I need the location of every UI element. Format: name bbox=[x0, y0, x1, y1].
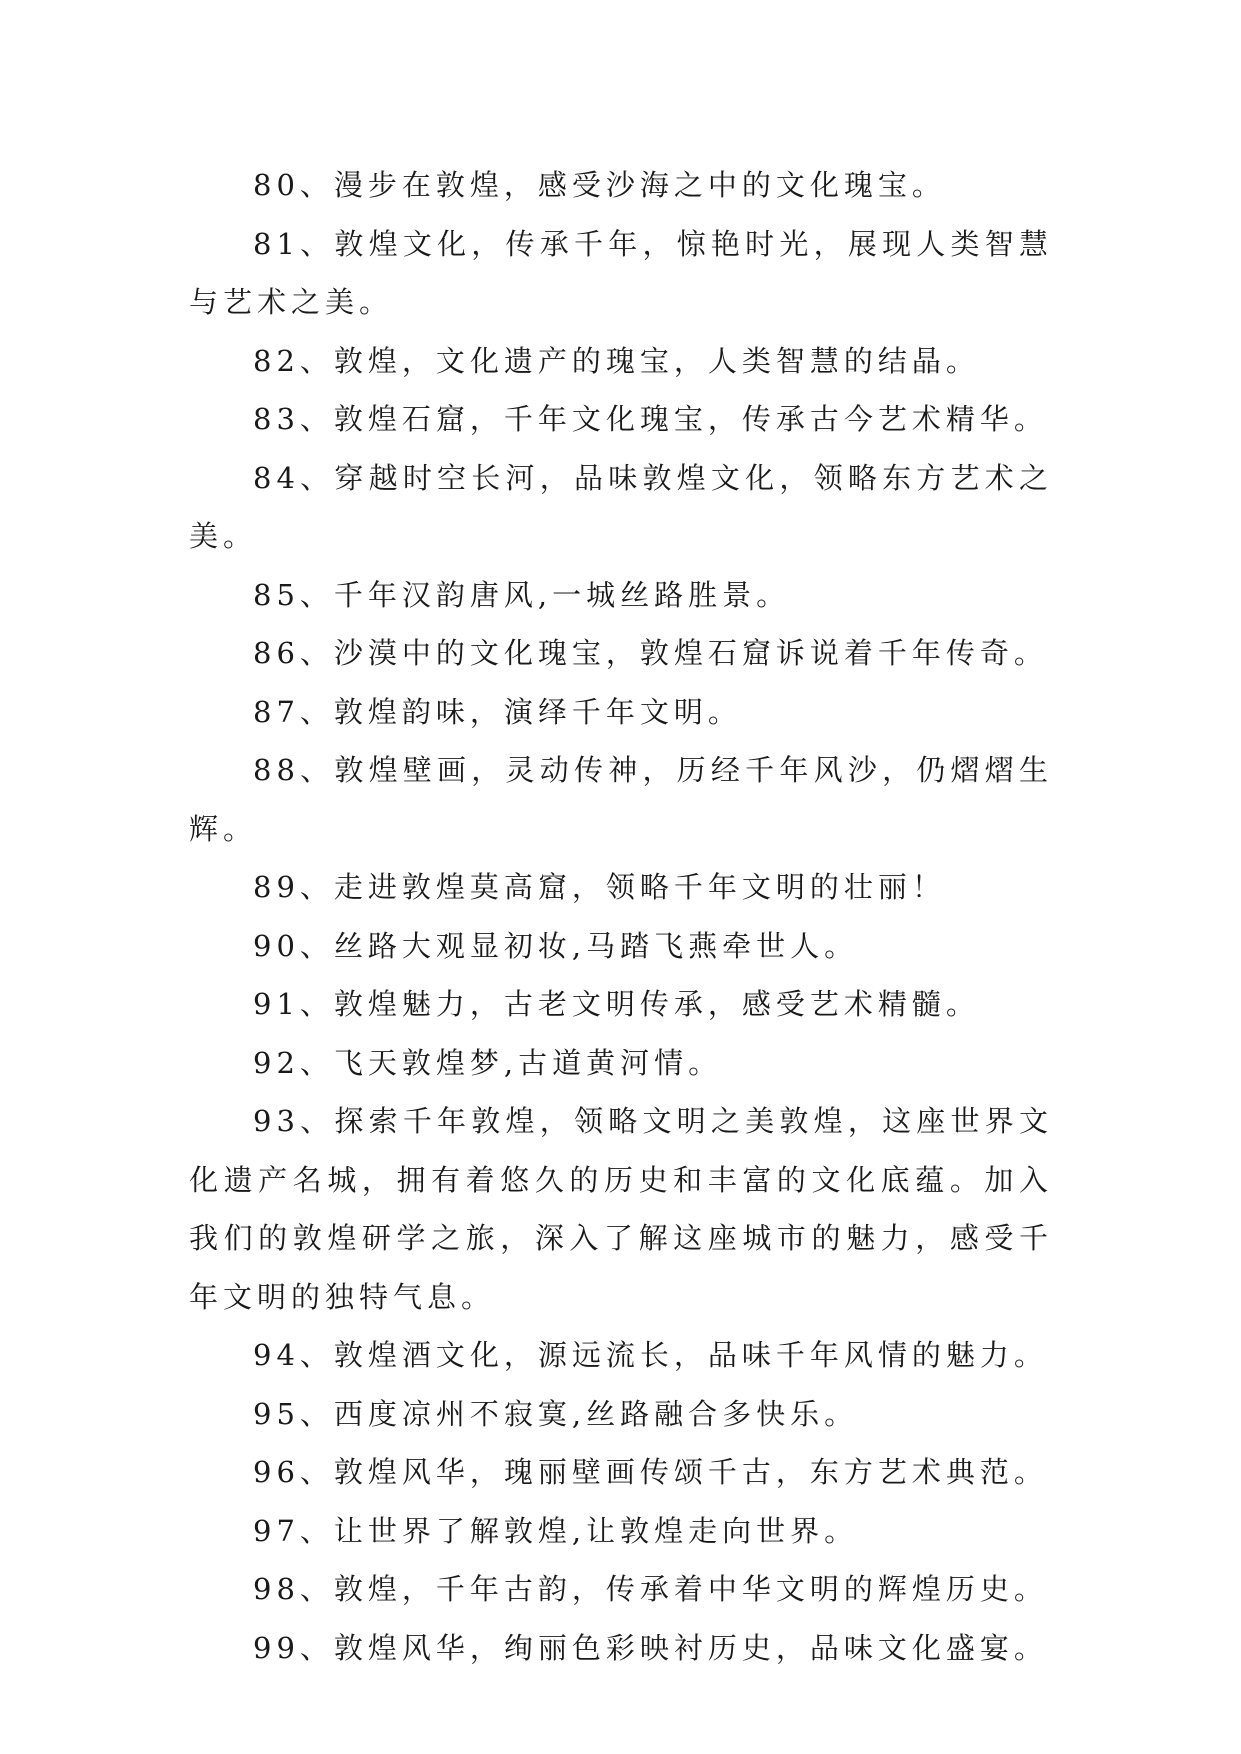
paragraph-82: 82、敦煌，文化遗产的瑰宝，人类智慧的结晶。 bbox=[253, 343, 980, 378]
paragraph-86: 86、沙漠中的文化瑰宝，敦煌石窟诉说着千年传奇。 bbox=[253, 636, 1048, 670]
paragraph-84: 84、穿越时空长河，品味敦煌文化，领略东方艺术之美。 bbox=[189, 460, 1053, 553]
paragraph-94: 94、敦煌酒文化，源远流长，品味千年风情的魅力。 bbox=[253, 1338, 1048, 1372]
paragraph-83: 83、敦煌石窟，千年文化瑰宝，传承古今艺术精华。 bbox=[253, 402, 1048, 436]
document-body bbox=[189, 156, 1053, 1677]
paragraph-87: 87、敦煌韵味，演绎千年文明。 bbox=[253, 694, 742, 729]
paragraph-80: 80、漫步在敦煌，感受沙海之中的文化瑰宝。 bbox=[253, 168, 946, 202]
paragraph-99: 99、敦煌风华，绚丽色彩映衬历史，品味文化盛宴。 bbox=[253, 1630, 1048, 1665]
paragraph-98: 98、敦煌，千年古韵，传承着中华文明的辉煌历史。 bbox=[253, 1572, 1048, 1606]
paragraph-95: 95、西度凉州不寂寞,丝路融合多快乐。 bbox=[253, 1396, 859, 1431]
paragraph-85: 85、千年汉韵唐风,一城丝路胜景。 bbox=[253, 577, 791, 612]
paragraph-92: 92、飞天敦煌梦,古道黄河情。 bbox=[253, 1045, 723, 1080]
paragraph-96: 96、敦煌风华，瑰丽壁画传颂千古，东方艺术典范。 bbox=[253, 1455, 1048, 1489]
paragraph-81: 81、敦煌文化，传承千年，惊艳时光，展现人类智慧与艺术之美。 bbox=[189, 226, 1053, 319]
paragraph-89: 89、走进敦煌莫高窟，领略千年文明的壮丽！ bbox=[253, 870, 946, 904]
paragraph-97: 97、让世界了解敦煌,让敦煌走向世界。 bbox=[253, 1513, 859, 1548]
paragraph-93: 93、探索千年敦煌，领略文明之美敦煌，这座世界文化遗产名城，拥有着悠久的历史和丰富的文化底蕴。加入我们的敦煌研学之旅，深入了解这座城市的魅力，感受千年文明的独特气息。 bbox=[189, 1104, 1053, 1314]
paragraph-90: 90、丝路大观显初妆,马踏飞燕牵世人。 bbox=[253, 928, 859, 963]
paragraph-88: 88、敦煌壁画，灵动传神，历经千年风沙，仍熠熠生辉。 bbox=[189, 753, 1053, 846]
paragraph-91: 91、敦煌魅力，古老文明传承，感受艺术精髓。 bbox=[253, 987, 980, 1021]
